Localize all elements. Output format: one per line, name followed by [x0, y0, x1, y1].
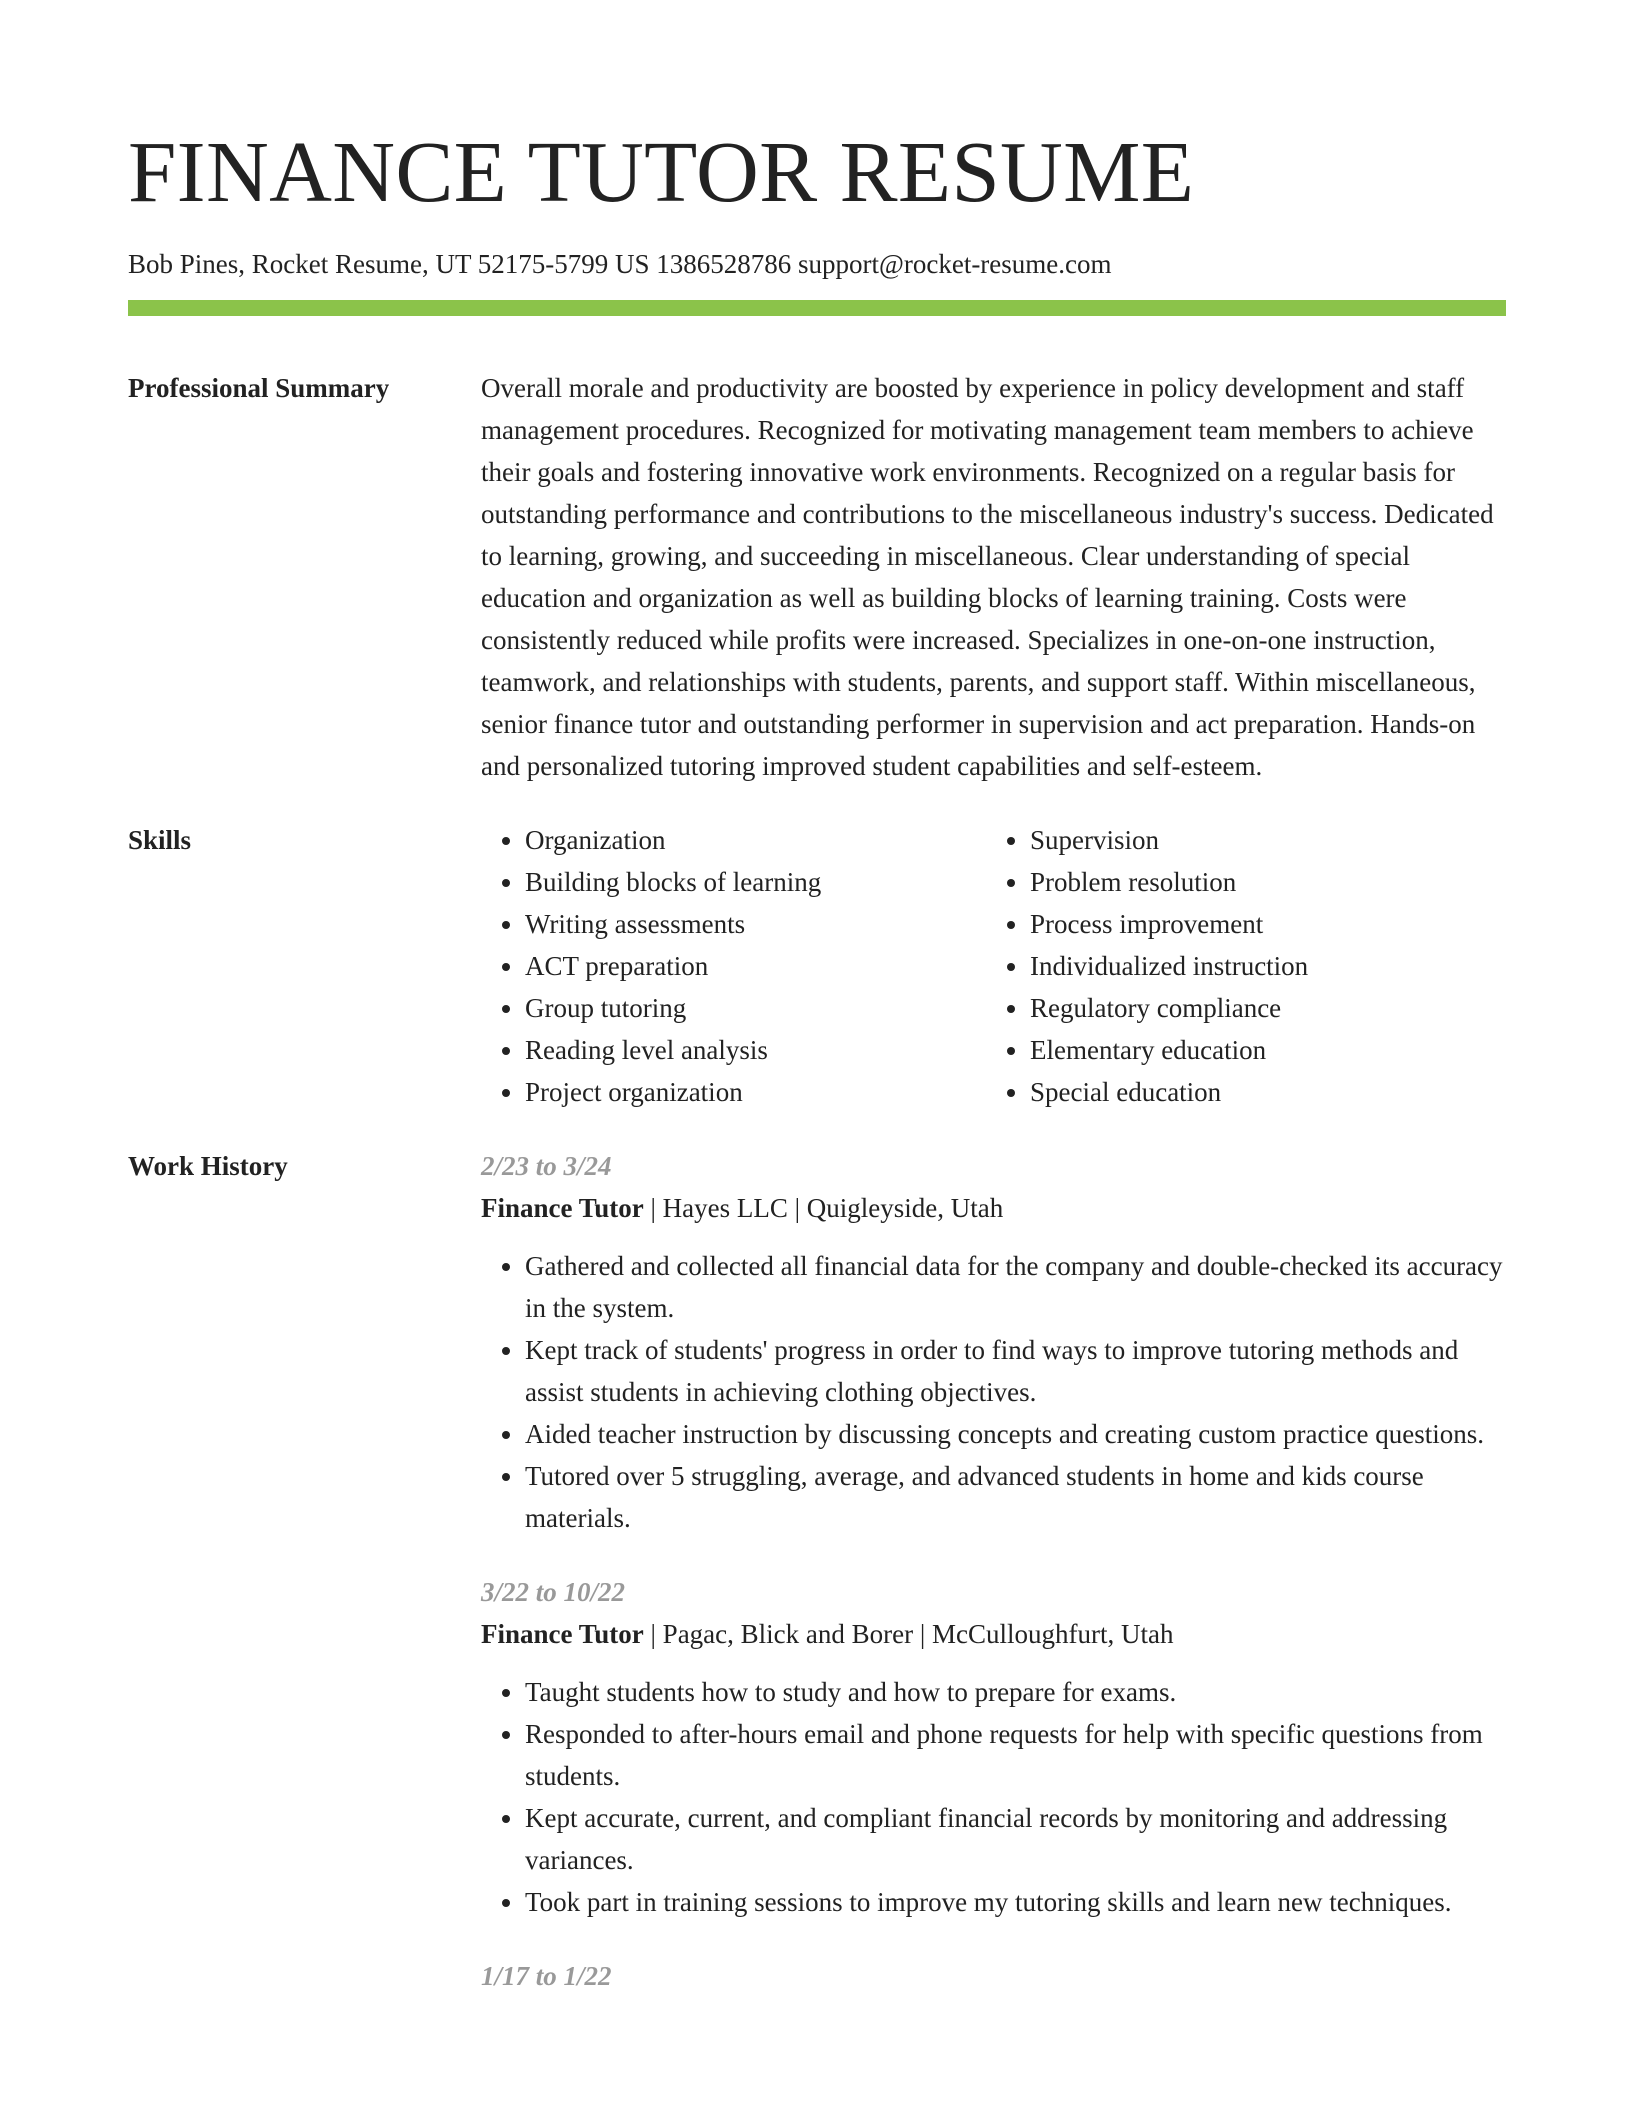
job-bullet: • Kept track of students' progress in order to find ways to improve tutoring methods and assist students in achieving clothing objectives. — [525, 1329, 1506, 1413]
job-dates: 1/17 to 1/22 — [481, 1961, 612, 1991]
summary-text: Overall morale and productivity are boosted by experience in policy development and staff management procedures. Recognized for motivating management team members to achieve their goals and fostering innovative work environments. Recognized on a regular basis for outstanding performance and contributions to the miscellaneous industry's success. Dedicated to learning, growing, and succeeding in miscellaneous. Clear understanding of special education and organization as well as building blocks of learning training. Costs were consistently reduced while profits were increased. Specializes in one-on-one instruction, teamwork, and relationships with students, parents, and support staff. Within miscellaneous, senior finance tutor and outstanding performer in supervision and act preparation. Hands-on and personalized tutoring improved student capabilities and self-esteem. — [481, 373, 1494, 781]
job-title: Finance Tutor — [481, 1619, 644, 1649]
job-entry — [481, 1145, 1506, 1539]
job-bullet: • Gathered and collected all financial data for the company and double-checked its accuracy in the system. — [525, 1245, 1506, 1329]
section-label-skills: Skills — [128, 825, 192, 855]
skill-item: • Group tutoring — [525, 987, 986, 1029]
resume-page — [128, 0, 1506, 2029]
job-title: Finance Tutor — [481, 1193, 644, 1223]
skill-item: • Project organization — [525, 1071, 986, 1113]
skill-item: • Regulatory compliance — [1030, 987, 1491, 1029]
job-bullets — [481, 1245, 1506, 1539]
skill-item: • Supervision — [1030, 819, 1491, 861]
job-bullet: • Responded to after-hours email and phone requests for help with specific questions from students. — [525, 1713, 1506, 1797]
job-bullet: • Taught students how to study and how to prepare for exams. — [525, 1671, 1506, 1713]
skill-item: • Writing assessments — [525, 903, 986, 945]
skill-item: • Reading level analysis — [525, 1029, 986, 1071]
job-heading — [481, 1187, 1506, 1229]
skill-item: • Individualized instruction — [1030, 945, 1491, 987]
skill-item: • Process improvement — [1030, 903, 1491, 945]
skills-section — [128, 819, 1506, 1113]
skill-item: • ACT preparation — [525, 945, 986, 987]
professional-summary-section — [128, 367, 1506, 787]
job-entry — [481, 1571, 1506, 1923]
job-dates: 3/22 to 10/22 — [481, 1577, 626, 1607]
work-history-list — [481, 1145, 1506, 2029]
skill-item: • Building blocks of learning — [525, 861, 986, 903]
job-entry — [481, 1955, 1506, 1997]
contact-line: Bob Pines, Rocket Resume, UT 52175-5799 US 1386528786 support@rocket-resume.com — [128, 249, 1112, 279]
resume-title: FINANCE TUTOR RESUME — [128, 123, 1195, 220]
skill-item: • Special education — [1030, 1071, 1491, 1113]
job-details: | Pagac, Blick and Borer | McCulloughfurt, Utah — [643, 1619, 1174, 1649]
accent-divider — [128, 300, 1506, 316]
work-history-section — [128, 1145, 1506, 2029]
skill-item: • Organization — [525, 819, 986, 861]
section-label-summary: Professional Summary — [128, 373, 390, 403]
skill-item: • Problem resolution — [1030, 861, 1491, 903]
job-dates: 2/23 to 3/24 — [481, 1151, 612, 1181]
job-bullet: • Tutored over 5 struggling, average, and advanced students in home and kids course materials. — [525, 1455, 1506, 1539]
job-details: | Hayes LLC | Quigleyside, Utah — [643, 1193, 1004, 1223]
skills-column-right — [986, 819, 1491, 1113]
job-bullets — [481, 1671, 1506, 1923]
skills-grid — [481, 819, 1506, 1113]
skill-item: • Elementary education — [1030, 1029, 1491, 1071]
job-heading — [481, 1613, 1506, 1655]
job-bullet: • Aided teacher instruction by discussing concepts and creating custom practice questions. — [525, 1413, 1506, 1455]
job-bullet: • Kept accurate, current, and compliant financial records by monitoring and addressing variances. — [525, 1797, 1506, 1881]
job-bullet: • Took part in training sessions to improve my tutoring skills and learn new techniques. — [525, 1881, 1506, 1923]
skills-column-left — [481, 819, 986, 1113]
section-label-work-history: Work History — [128, 1151, 288, 1181]
